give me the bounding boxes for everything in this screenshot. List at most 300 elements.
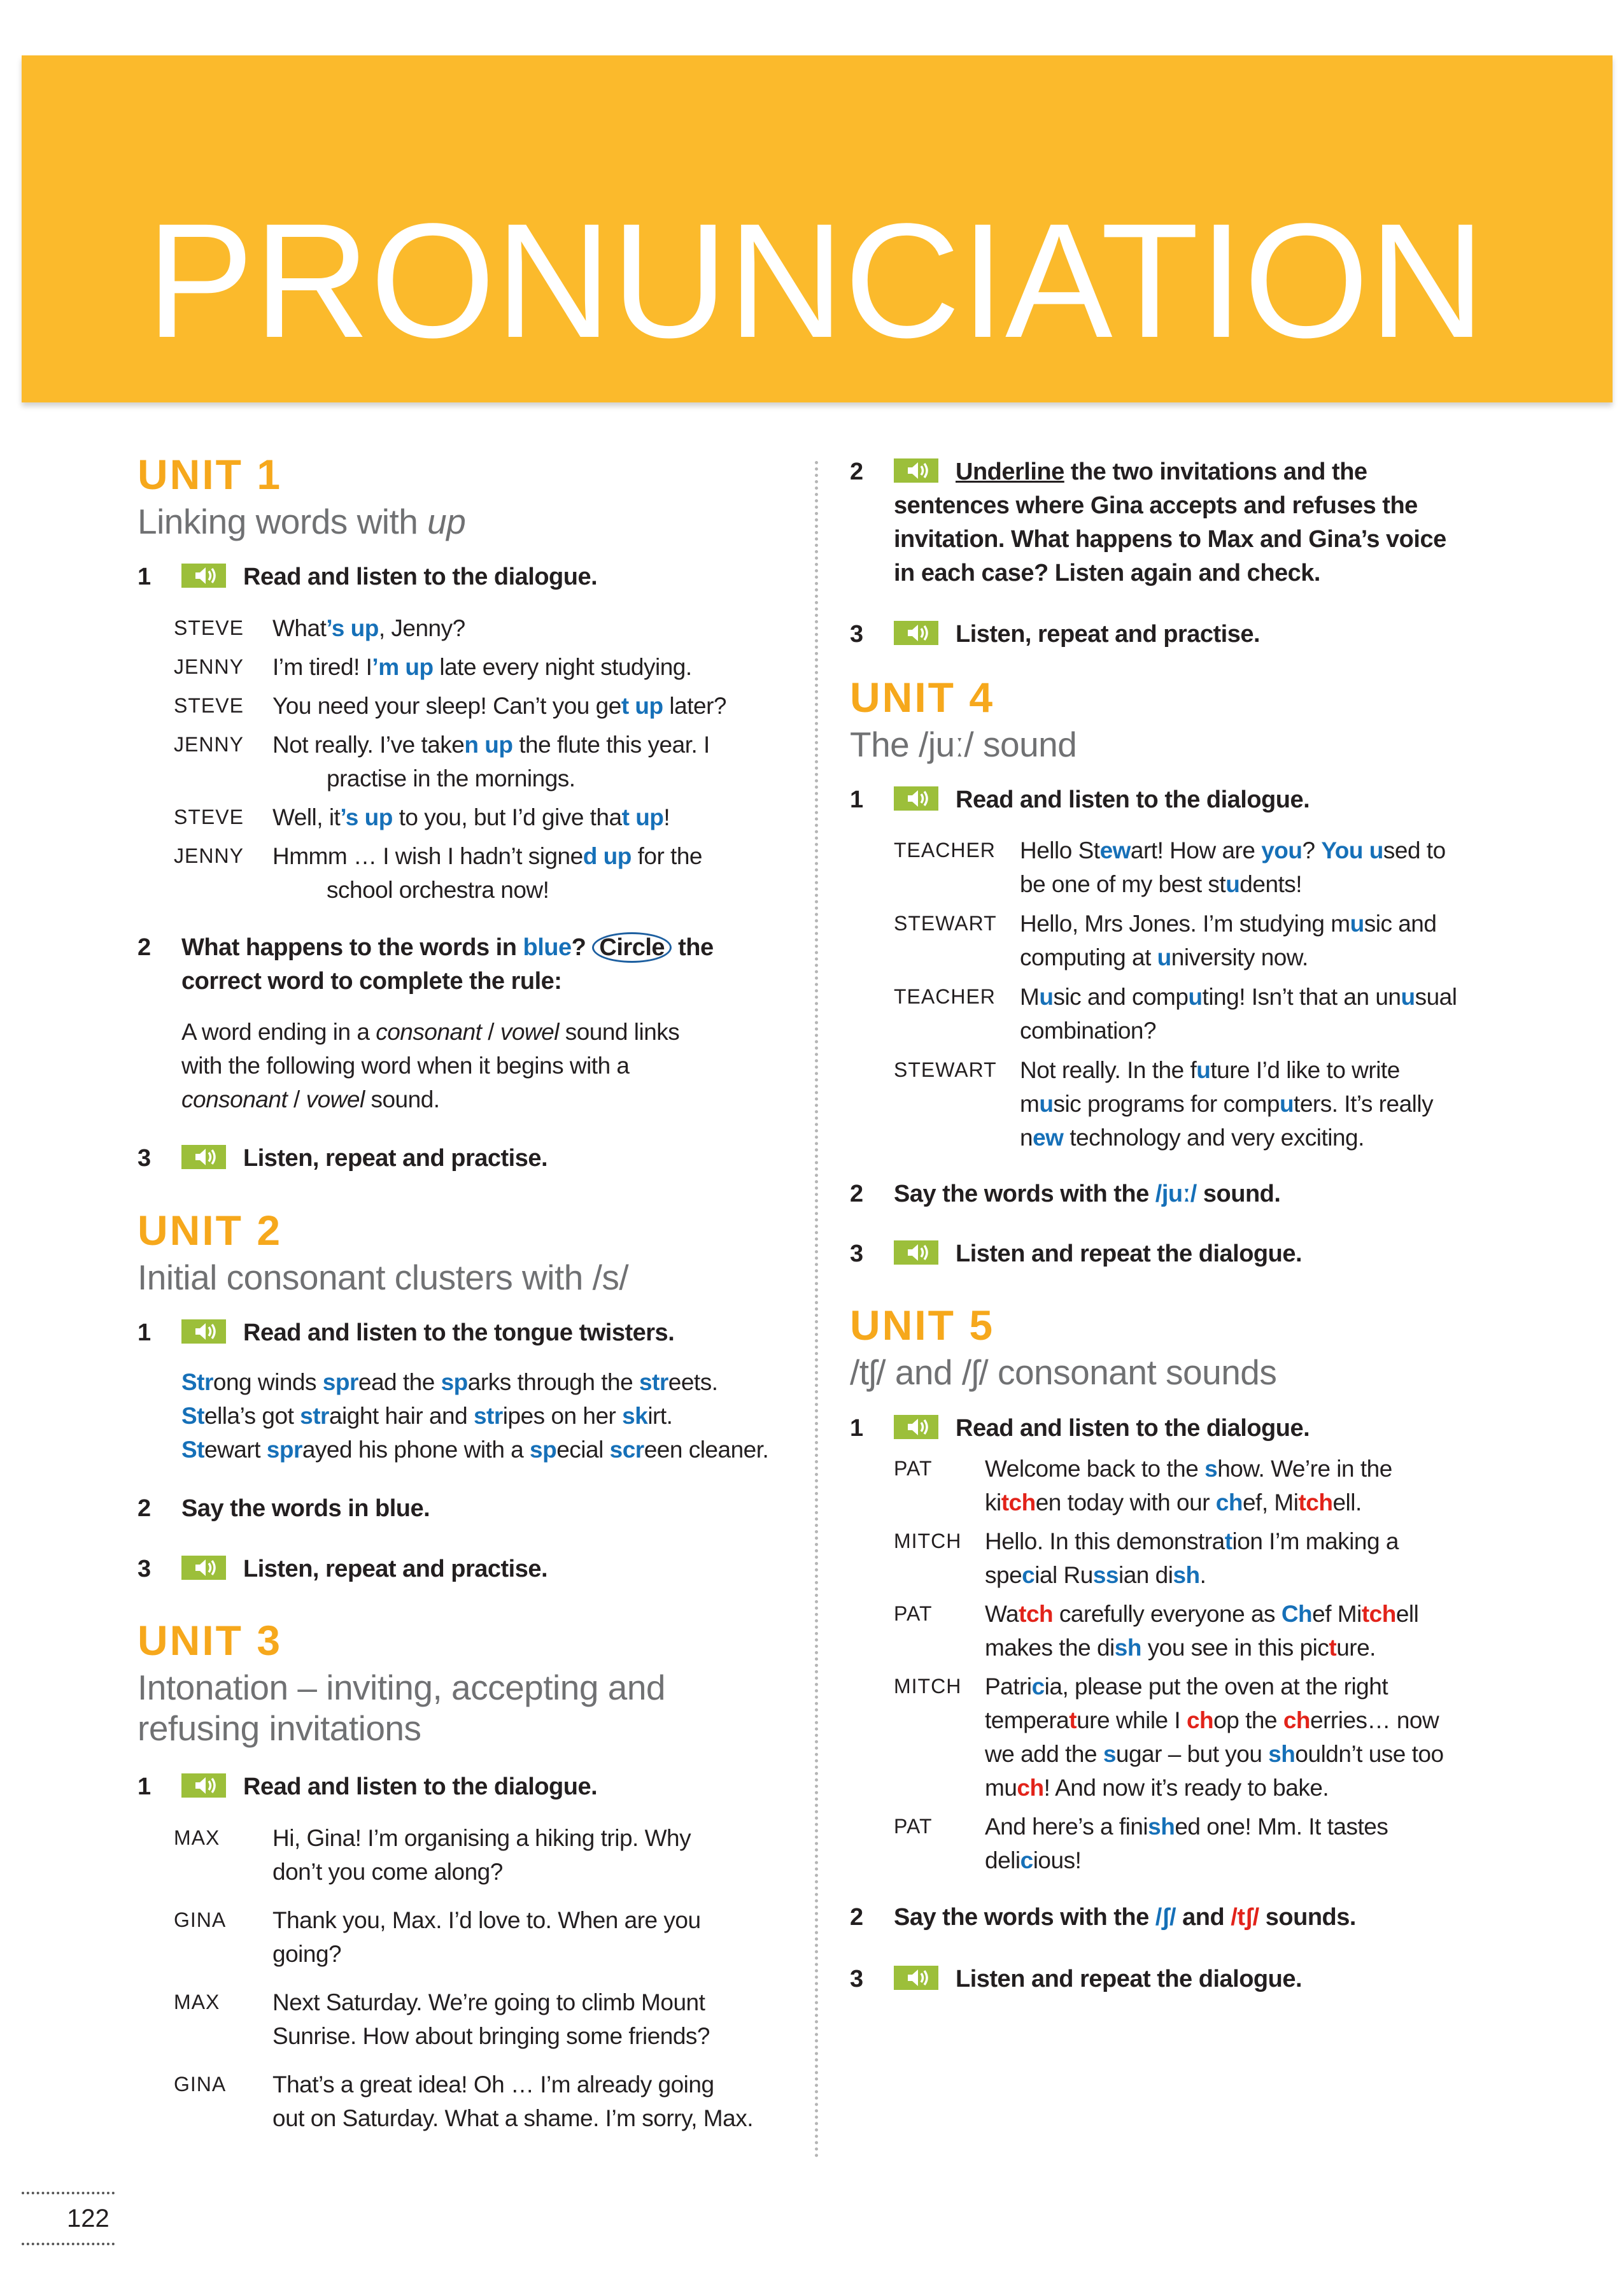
- text-line: [272, 1903, 800, 1937]
- speaker-name: STEVE: [174, 806, 244, 828]
- text-line: [181, 1399, 800, 1433]
- text-line: [894, 489, 1601, 523]
- exercise-item: [138, 1770, 800, 1804]
- exercise-number: 2: [850, 1904, 863, 1931]
- audio-speaker-icon[interactable]: [894, 1415, 938, 1439]
- unit-subtitle: [850, 1352, 1601, 1393]
- text-segment: correct word to complete the rule:: [181, 968, 562, 995]
- dialogue-entry: [138, 839, 800, 907]
- speaker-name: STEWART: [894, 912, 997, 935]
- exercise-item: [850, 1237, 1601, 1271]
- audio-speaker-icon[interactable]: [181, 1319, 226, 1344]
- text-line: [894, 1901, 1601, 1935]
- speaker-name: GINA: [174, 1908, 227, 1931]
- highlighted-sound: c: [1020, 1847, 1033, 1873]
- text-segment: deli: [985, 1847, 1020, 1873]
- highlighted-sound: str: [639, 1369, 668, 1395]
- highlighted-sound: n up: [464, 732, 513, 758]
- highlighted-sound: tch: [1361, 1601, 1396, 1627]
- text-segment: in each case? Listen again and check.: [894, 560, 1320, 586]
- text-segment: Linking words with: [138, 502, 428, 541]
- speaker-name: MITCH: [894, 1530, 962, 1552]
- text-line: [850, 724, 1601, 765]
- dialogue-entry: [850, 1670, 1601, 1805]
- text-line: [1020, 834, 1601, 867]
- dialogue-entry: [138, 1985, 800, 2053]
- highlighted-sound: sh: [1268, 1741, 1296, 1767]
- text-line: [1020, 907, 1601, 941]
- dialogue-entry: [850, 1452, 1601, 1519]
- text-passage: [138, 1015, 800, 1116]
- exercise-instruction: [850, 1237, 1601, 1271]
- unit-section-heading: [138, 450, 800, 542]
- text-line: [138, 501, 800, 542]
- highlighted-sound: sk: [622, 1403, 648, 1429]
- highlighted-sound: u: [1279, 1091, 1294, 1117]
- text-segment: ial Ru: [1034, 1562, 1093, 1588]
- highlighted-sound: ’s up: [340, 804, 393, 830]
- text-line: [894, 1177, 1601, 1211]
- text-segment: sual: [1415, 984, 1457, 1010]
- text-line: [985, 1843, 1601, 1877]
- highlighted-sound: sp: [441, 1369, 468, 1395]
- highlighted-sound: You u: [1321, 837, 1383, 863]
- exercise-instruction: [138, 931, 800, 998]
- audio-speaker-icon[interactable]: [894, 1240, 938, 1265]
- text-segment: Intonation – inviting, accepting and: [138, 1668, 665, 1707]
- exercise-number: 3: [850, 1240, 863, 1267]
- exercise-item: [850, 618, 1601, 651]
- highlighted-sound: /juː/: [1155, 1181, 1197, 1207]
- dialogue-entry: [138, 800, 800, 834]
- speaker-name: TEACHER: [894, 985, 996, 1008]
- audio-speaker-icon[interactable]: [894, 1966, 938, 1990]
- instruction-text: [894, 1177, 1601, 1211]
- instruction-text: [181, 1316, 800, 1350]
- exercise-instruction: [138, 1770, 800, 1804]
- text-segment: going?: [272, 1941, 342, 1967]
- text-line: [985, 1452, 1601, 1486]
- instruction-text: [894, 783, 1601, 817]
- exercise-item: [138, 1142, 800, 1175]
- audio-speaker-icon[interactable]: [181, 1556, 226, 1580]
- exercise-instruction: [138, 1492, 800, 1526]
- text-line: [138, 1257, 800, 1298]
- speaker-name: MITCH: [894, 1675, 962, 1698]
- text-line: [181, 1083, 800, 1116]
- text-segment: ead the: [358, 1369, 441, 1395]
- text-segment: The /juː/ sound: [850, 725, 1077, 764]
- page-title: PRONUNCIATION: [146, 190, 1485, 372]
- dialogue-entry: [138, 2068, 800, 2135]
- text-segment: carefully everyone as: [1053, 1601, 1282, 1627]
- text-segment: for the: [631, 843, 702, 869]
- highlighted-sound: u: [1196, 1057, 1211, 1083]
- speaker-name: TEACHER: [894, 839, 996, 862]
- unit-title: UNIT 2: [138, 1207, 283, 1254]
- text-segment: dents!: [1239, 871, 1303, 897]
- text-line: [1020, 867, 1601, 901]
- highlighted-sound: ’m up: [372, 654, 434, 680]
- text-segment: A word ending in a: [181, 1019, 376, 1045]
- text-segment: op the: [1213, 1707, 1283, 1733]
- text-line: [181, 1316, 800, 1350]
- text-segment: Read and listen to the dialogue.: [243, 564, 598, 590]
- exercise-item: [850, 1177, 1601, 1211]
- highlighted-sound: scr: [609, 1437, 644, 1463]
- highlighted-sound: t: [1069, 1707, 1077, 1733]
- text-segment: you see in this pic: [1141, 1635, 1329, 1661]
- highlighted-sound: ch: [1017, 1775, 1044, 1801]
- text-segment: sound links: [558, 1019, 680, 1045]
- text-segment: Welcome back to the: [985, 1456, 1205, 1482]
- text-line: [272, 1855, 800, 1889]
- text-segment: en today with our: [1035, 1489, 1216, 1516]
- text-segment: niversity now.: [1171, 944, 1308, 970]
- text-segment: sounds.: [1259, 1904, 1356, 1931]
- text-line: [327, 762, 800, 795]
- text-segment: school orchestra now!: [327, 877, 549, 903]
- text-line: [181, 1770, 800, 1804]
- text-line: [181, 1142, 800, 1175]
- text-segment: ella’s got: [204, 1403, 300, 1429]
- audio-speaker-icon[interactable]: [894, 621, 938, 645]
- text-segment: Hello. In this demonstra: [985, 1528, 1225, 1554]
- text-segment: ell: [1395, 1601, 1419, 1627]
- column-divider: [815, 461, 818, 2159]
- text-line: [181, 1552, 800, 1586]
- text-line: [181, 1433, 800, 1466]
- dialogue: [138, 611, 800, 907]
- text-segment: makes the di: [985, 1635, 1115, 1661]
- exercise-number: 1: [850, 786, 863, 813]
- text-segment: ian di: [1119, 1562, 1173, 1588]
- dialogue: [138, 1821, 800, 2135]
- text-line: [272, 1937, 800, 1971]
- speaker-name: STEWART: [894, 1058, 997, 1081]
- text-segment: ecial: [556, 1437, 610, 1463]
- text-segment: practise in the mornings.: [327, 765, 575, 792]
- speaker-name: JENNY: [174, 844, 244, 867]
- exercise-item: [138, 1316, 800, 1350]
- text-line: [272, 1985, 800, 2019]
- text-segment: be one of my best st: [1020, 871, 1226, 897]
- text-line: [894, 783, 1601, 817]
- dialogue-entry: [850, 1524, 1601, 1592]
- exercise-instruction: [850, 455, 1601, 590]
- exercise-instruction: [138, 1552, 800, 1586]
- audio-speaker-icon[interactable]: [181, 1145, 226, 1169]
- text-segment: I’m tired! I: [272, 654, 372, 680]
- text-segment: .: [1199, 1562, 1206, 1588]
- highlighted-sound: ch: [1283, 1707, 1311, 1733]
- instruction-text: [894, 1237, 1601, 1271]
- exercise-instruction: [850, 783, 1601, 817]
- text-segment: refusing invitations: [138, 1708, 421, 1748]
- text-line: [181, 965, 800, 998]
- text-segment: and: [1176, 1904, 1231, 1931]
- text-segment: Say the words with the: [894, 1904, 1155, 1931]
- underlined-word: Underline: [956, 458, 1064, 485]
- highlighted-sound: sh: [1173, 1562, 1200, 1588]
- audio-speaker-icon[interactable]: [894, 458, 938, 483]
- text-segment: arks through the: [467, 1369, 639, 1395]
- highlighted-sound: u: [1225, 871, 1240, 897]
- exercise-item: [850, 1412, 1601, 1445]
- audio-speaker-icon[interactable]: [894, 786, 938, 811]
- text-segment: ia, please put the oven at the right: [1044, 1673, 1388, 1700]
- unit-subtitle: [138, 501, 800, 542]
- text-segment: What: [272, 615, 327, 641]
- unit-title: UNIT 3: [138, 1617, 283, 1664]
- highlighted-sound: tch: [1298, 1489, 1333, 1516]
- text-line: [985, 1524, 1601, 1558]
- dialogue-entry: [850, 907, 1601, 974]
- exercise-number: 2: [138, 934, 151, 961]
- exercise-instruction: [138, 560, 800, 594]
- text-segment: ell.: [1332, 1489, 1362, 1516]
- highlighted-sound: ’s up: [326, 615, 379, 641]
- text-segment: /: [481, 1019, 500, 1045]
- highlighted-sound: /tʃ/: [1231, 1904, 1259, 1931]
- text-segment: And here’s a fini: [985, 1814, 1148, 1840]
- exercise-item: [850, 455, 1601, 590]
- text-line: [850, 1352, 1601, 1393]
- text-segment: ed one! Mm. It tastes: [1175, 1814, 1388, 1840]
- footer-rule-top: [22, 2192, 115, 2194]
- text-segment: tempera: [985, 1707, 1070, 1733]
- text-line: [272, 1821, 800, 1855]
- text-line: [985, 1703, 1601, 1737]
- exercise-instruction: [850, 1412, 1601, 1445]
- text-segment: You need your sleep! Can’t you ge: [272, 693, 621, 719]
- text-segment: Read and listen to the tongue twisters.: [243, 1319, 675, 1346]
- exercise-item: [138, 1552, 800, 1586]
- highlighted-sound: t up: [621, 804, 664, 830]
- exercise-number: 1: [138, 564, 151, 590]
- text-segment: late every night studying.: [433, 654, 692, 680]
- italic-word: consonant: [376, 1019, 482, 1045]
- text-segment: Listen, repeat and practise.: [243, 1556, 548, 1582]
- text-segment: ?: [571, 934, 593, 961]
- text-segment: Say the words in blue.: [181, 1495, 430, 1522]
- speaker-name: JENNY: [174, 655, 244, 678]
- text-segment: Wa: [985, 1601, 1019, 1627]
- text-segment: sentences where Gina accepts and refuses the: [894, 492, 1418, 519]
- text-line: [181, 931, 800, 965]
- text-line: [272, 800, 800, 834]
- text-segment: ki: [985, 1489, 1001, 1516]
- text-line: [1020, 1014, 1601, 1047]
- exercise-item: [850, 783, 1601, 817]
- speaker-name: STEVE: [174, 694, 244, 717]
- text-line: [985, 1810, 1601, 1843]
- dialogue-entry: [850, 834, 1601, 901]
- speaker-name: GINA: [174, 2073, 227, 2096]
- unit-subtitle: [850, 724, 1601, 765]
- text-segment: ! And now it’s ready to bake.: [1043, 1775, 1329, 1801]
- text-line: [1020, 980, 1601, 1014]
- text-line: [181, 560, 800, 594]
- speaker-name: MAX: [174, 1826, 220, 1849]
- text-line: [272, 2101, 800, 2135]
- instruction-text: [181, 1770, 800, 1804]
- exercise-item: [850, 1901, 1601, 1935]
- highlighted-sound: u: [1039, 1091, 1054, 1117]
- highlighted-sound: tch: [1019, 1601, 1054, 1627]
- text-segment: m: [1020, 1091, 1040, 1117]
- text-segment: een cleaner.: [644, 1437, 769, 1463]
- speaker-name: PAT: [894, 1457, 933, 1480]
- italic-word: up: [427, 502, 466, 541]
- instruction-text: [181, 1492, 800, 1526]
- dialogue-entry: [138, 728, 800, 795]
- text-segment: sound.: [1196, 1181, 1281, 1207]
- highlighted-sound: t: [1224, 1528, 1232, 1554]
- text-line: [985, 1597, 1601, 1631]
- text-segment: Initial consonant clusters with /s/: [138, 1258, 629, 1297]
- text-segment: Listen and repeat the dialogue.: [956, 1240, 1303, 1267]
- text-segment: Read and listen to the dialogue.: [243, 1773, 598, 1800]
- exercise-instruction: [850, 1901, 1601, 1935]
- text-line: [138, 1667, 800, 1708]
- text-segment: Hello, Mrs Jones. I’m studying m: [1020, 911, 1350, 937]
- dialogue-entry: [850, 1810, 1601, 1877]
- text-line: [1020, 1121, 1601, 1154]
- text-segment: Listen and repeat the dialogue.: [956, 1966, 1303, 1992]
- unit-section-heading: [850, 673, 1601, 765]
- text-line: [894, 1963, 1601, 1996]
- highlighted-sound: ch: [1215, 1489, 1243, 1516]
- text-segment: the flute this year. I: [512, 732, 710, 758]
- text-segment: Read and listen to the dialogue.: [956, 1415, 1310, 1442]
- italic-word: vowel: [306, 1086, 365, 1112]
- text-segment: /tʃ/ and /ʃ/ consonant sounds: [850, 1352, 1277, 1392]
- text-segment: irt.: [647, 1403, 673, 1429]
- highlighted-sound: u: [1188, 984, 1203, 1010]
- text-segment: invitation. What happens to Max and Gina’s voice: [894, 526, 1446, 553]
- passage-text: [181, 1015, 800, 1116]
- text-segment: !: [663, 804, 670, 830]
- text-line: [985, 1670, 1601, 1703]
- instruction-text: [181, 931, 800, 998]
- text-line: [1020, 941, 1601, 974]
- highlighted-sound: d up: [583, 843, 632, 869]
- text-segment: ong winds: [213, 1369, 323, 1395]
- text-segment: ure while I: [1077, 1707, 1187, 1733]
- text-segment: sound.: [364, 1086, 440, 1112]
- dialogue-entry: [850, 1597, 1601, 1665]
- text-segment: ters. It’s really: [1294, 1091, 1434, 1117]
- highlighted-sound: blue: [523, 934, 572, 961]
- exercise-instruction: [138, 1316, 800, 1350]
- highlighted-sound: /ʃ/: [1155, 1904, 1176, 1931]
- text-line: [985, 1631, 1601, 1665]
- exercise-number: 2: [850, 1181, 863, 1207]
- highlighted-sound: ew: [1033, 1125, 1064, 1151]
- highlighted-sound: spr: [266, 1437, 302, 1463]
- text-segment: ting! Isn’t that an un: [1202, 984, 1401, 1010]
- text-segment: ion I’m making a: [1232, 1528, 1399, 1554]
- text-line: [272, 689, 800, 723]
- text-segment: art! How are: [1130, 837, 1262, 863]
- text-segment: the: [672, 934, 714, 961]
- instruction-text: [894, 1963, 1601, 1996]
- text-segment: how. We’re in the: [1217, 1456, 1392, 1482]
- text-line: [985, 1486, 1601, 1519]
- highlighted-sound: sp: [530, 1437, 557, 1463]
- exercise-number: 2: [138, 1495, 151, 1522]
- text-line: [894, 1237, 1601, 1271]
- text-line: [985, 1558, 1601, 1592]
- dialogue: [850, 1452, 1601, 1877]
- text-line: [894, 1412, 1601, 1445]
- text-line: [272, 839, 800, 873]
- dialogue-entry: [138, 650, 800, 684]
- text-segment: spe: [985, 1562, 1022, 1588]
- circled-word: Circle: [592, 932, 672, 963]
- text-segment: ef, Mi: [1242, 1489, 1299, 1516]
- highlighted-sound: c: [1031, 1673, 1045, 1700]
- dialogue-entry: [138, 1821, 800, 1889]
- text-segment: sic and comp: [1053, 984, 1189, 1010]
- text-segment: Say the words with the: [894, 1181, 1155, 1207]
- text-segment: Thank you, Max. I’d love to. When are you: [272, 1907, 701, 1933]
- text-line: [894, 557, 1601, 590]
- text-segment: , Jenny?: [378, 615, 465, 641]
- highlighted-sound: ew: [1099, 837, 1131, 863]
- text-line: [181, 1492, 800, 1526]
- exercise-instruction: [850, 618, 1601, 651]
- text-segment: Next Saturday. We’re going to climb Mount: [272, 1989, 705, 2015]
- highlighted-sound: St: [181, 1403, 204, 1429]
- text-line: [1020, 1053, 1601, 1087]
- text-line: [272, 2068, 800, 2101]
- text-segment: Listen, repeat and practise.: [243, 1145, 548, 1172]
- exercise-item: [138, 931, 800, 998]
- speaker-name: PAT: [894, 1602, 933, 1625]
- text-segment: ture I’d like to write: [1210, 1057, 1400, 1083]
- text-line: [181, 1015, 800, 1049]
- instruction-text: [181, 1142, 800, 1175]
- dialogue-entry: [138, 689, 800, 723]
- exercise-instruction: [850, 1963, 1601, 1996]
- text-segment: ?: [1302, 837, 1322, 863]
- highlighted-sound: spr: [322, 1369, 358, 1395]
- text-segment: Hmmm … I wish I hadn’t signe: [272, 843, 583, 869]
- text-line: [1020, 1087, 1601, 1121]
- unit-section-heading: [850, 1301, 1601, 1393]
- text-segment: n: [1020, 1125, 1033, 1151]
- unit-title: UNIT 1: [138, 451, 283, 498]
- text-segment: ef Mi: [1312, 1601, 1362, 1627]
- exercise-number: 2: [850, 458, 863, 485]
- text-line: [894, 455, 1601, 489]
- audio-speaker-icon[interactable]: [181, 564, 226, 588]
- highlighted-sound: St: [181, 1437, 204, 1463]
- highlighted-sound: you: [1261, 837, 1303, 863]
- highlighted-sound: s: [1204, 1456, 1218, 1482]
- page-number: 122: [67, 2204, 109, 2233]
- exercise-item: [138, 1492, 800, 1526]
- highlighted-sound: str: [300, 1403, 329, 1429]
- text-segment: sic programs for comp: [1053, 1091, 1280, 1117]
- text-line: [327, 873, 800, 907]
- text-segment: Not really. In the f: [1020, 1057, 1197, 1083]
- highlighted-sound: ss: [1092, 1562, 1119, 1588]
- highlighted-sound: c: [1022, 1562, 1035, 1588]
- audio-speaker-icon[interactable]: [181, 1773, 226, 1798]
